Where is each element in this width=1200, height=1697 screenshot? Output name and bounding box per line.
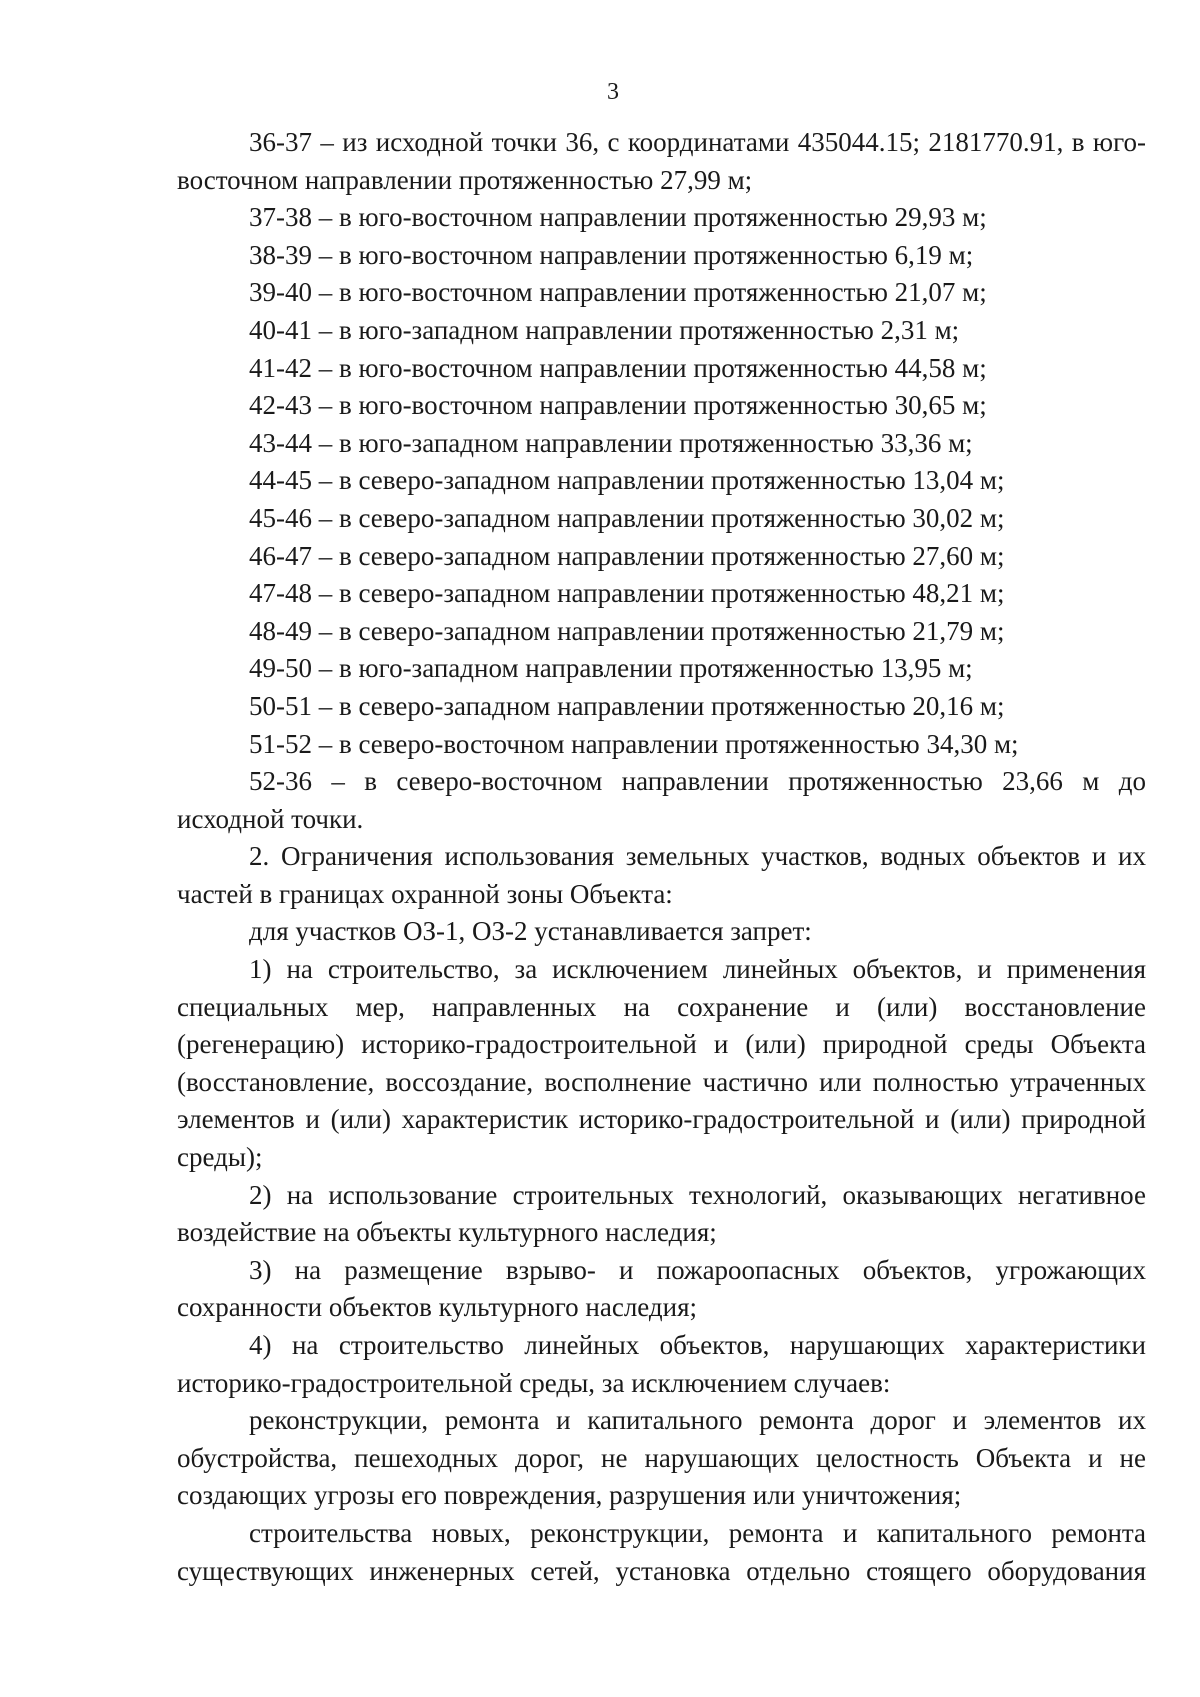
boundary-line: 51-52 – в северо-восточном направлении протяженностью 34,30 м; — [249, 728, 1019, 759]
boundary-line: 45-46 – в северо-западном направлении протяженностью 30,02 м; — [249, 502, 1005, 533]
boundary-line: 40-41 – в юго-западном направлении протяженностью 2,31 м; — [249, 314, 960, 345]
boundary-line: 36-37 – из исходной точки 36, с координатами 435044.15; 2181770.91, в юго-восточном направлении протяженностью 27,99 м; — [177, 127, 1146, 195]
boundary-line: 50-51 – в северо-западном направлении протяженностью 20,16 м; — [249, 690, 1005, 721]
boundary-line: 39-40 – в юго-восточном направлении протяженностью 21,07 м; — [249, 277, 987, 308]
boundary-line: 49-50 – в юго-западном направлении протяженностью 13,95 м; — [249, 653, 973, 684]
exception-case: реконструкции, ремонта и капитального ремонта дорог и элементов их обустройства, пешеходных дорог, не нарушающих целостность Объекта и не создающих угрозы его повреждения, разрушения или уничтожения; — [177, 1405, 1146, 1511]
boundary-line: 43-44 – в юго-западном направлении протяженностью 33,36 м; — [249, 427, 973, 458]
restriction-item: 2) на использование строительных технологий, оказывающих негативное воздействие на объекты культурного наследия; — [177, 1179, 1146, 1248]
boundary-line: 41-42 – в юго-восточном направлении протяженностью 44,58 м; — [249, 352, 987, 383]
restriction-item: 1) на строительство, за исключением линейных объектов, и применения специальных мер, направленных на сохранение и (или) восстановление (регенерацию) историко-градостроительной и (или) природной среды Объекта (восстановление, воссоздание, восполнение частично или полностью утраченных элементов и (или) характеристик историко-градостроительной и (или) природной среды); — [177, 954, 1146, 1173]
boundary-line: 47-48 – в северо-западном направлении протяженностью 48,21 м; — [249, 578, 1005, 609]
exception-case: строительства новых, реконструкции, ремонта и капитального ремонта существующих инженерных сетей, установка отдельно стоящего оборудования — [177, 1517, 1146, 1586]
section-intro: для участков ОЗ-1, ОЗ-2 устанавливается запрет: — [249, 916, 812, 947]
section-heading: 2. Ограничения использования земельных участков, водных объектов и их частей в границах охранной зоны Объекта: — [177, 841, 1146, 909]
restriction-item: 4) на строительство линейных объектов, нарушающих характеристики историко-градостроительной среды, за исключением случаев: — [177, 1330, 1146, 1398]
boundary-line: 38-39 – в юго-восточном направлении протяженностью 6,19 м; — [249, 239, 974, 270]
boundary-line: 52-36 – в северо-восточном направлении протяженностью 23,66 м до исходной точки. — [177, 766, 1146, 834]
boundary-line: 48-49 – в северо-западном направлении протяженностью 21,79 м; — [249, 615, 1005, 646]
page-number: 3 — [607, 79, 619, 105]
boundary-line: 44-45 – в северо-западном направлении протяженностью 13,04 м; — [249, 465, 1005, 496]
restriction-item: 3) на размещение взрыво- и пожароопасных объектов, угрожающих сохранности объектов культурного наследия; — [177, 1254, 1146, 1323]
boundary-line: 42-43 – в юго-восточном направлении протяженностью 30,65 м; — [249, 390, 987, 421]
boundary-line: 46-47 – в северо-западном направлении протяженностью 27,60 м; — [249, 540, 1005, 571]
boundary-line: 37-38 – в юго-восточном направлении протяженностью 29,93 м; — [249, 202, 987, 233]
document-body — [177, 124, 1146, 1590]
